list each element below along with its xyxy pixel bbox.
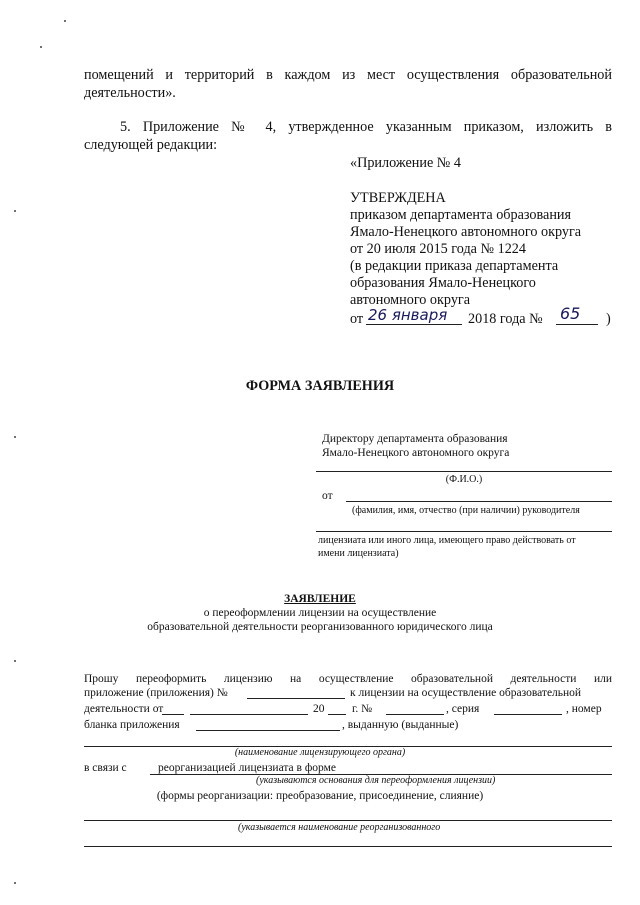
statement-subtitle-1: о переоформлении лицензии на осуществление [203, 607, 437, 619]
scan-speck [14, 882, 16, 884]
reorg-name-line [84, 820, 612, 821]
number-underline [556, 324, 598, 325]
body-line-2b: к лицензии на осуществление образовательной [350, 687, 582, 699]
scan-speck [14, 436, 16, 438]
statement-subtitle-2: образовательной деятельности реорганизованного юридического лица [147, 621, 493, 633]
fio-caption: (Ф.И.О.) [445, 474, 483, 485]
addressee-line-2: Ямало-Ненецкого автономного округа [322, 447, 510, 459]
date-day-line [162, 714, 184, 715]
reorg-forms: (формы реорганизации: преобразование, присоединение, слияние) [156, 790, 484, 802]
scan-speck [14, 210, 16, 212]
top-line-1: помещений и территорий в каждом из мест осуществления образовательной [84, 67, 612, 83]
licensee-line [316, 531, 612, 532]
approval-line-5: образования Ямало-Ненецкого [350, 275, 536, 291]
blank-number-line [196, 730, 340, 731]
body-line-3d: , серия [446, 703, 480, 715]
from-line [346, 501, 612, 502]
from-caption-2: лицензиата или иного лица, имеющего право действовать от [318, 535, 576, 546]
date-month-line [190, 714, 308, 715]
approval-line-3: от 20 июля 2015 года № 1224 [350, 241, 526, 257]
approval-line-6: автономного округа [350, 292, 471, 308]
handwritten-number: 65 [560, 304, 581, 323]
approval-closing: ) [606, 311, 611, 327]
license-number-line [386, 714, 444, 715]
due-to-value: реорганизацией лицензиата в форме [158, 762, 336, 774]
approval-date-prefix: от [350, 311, 364, 327]
fio-line [316, 471, 612, 472]
handwritten-date: 26 января [368, 306, 448, 324]
appendix-number-line [247, 698, 345, 699]
series-line [494, 714, 562, 715]
body-line-3c: г. № [352, 703, 373, 715]
body-line-1: Прошу переоформить лицензию на осуществление образовательной деятельности или [84, 673, 612, 685]
form-title: ФОРМА ЗАЯВЛЕНИЯ [245, 378, 395, 394]
approval-year: 2018 года № [468, 311, 543, 327]
from-caption-1: (фамилия, имя, отчество (при наличии) руководителя [352, 505, 580, 516]
from-label: от [322, 490, 333, 502]
due-to-label: в связи с [84, 762, 127, 774]
scan-speck [14, 660, 16, 662]
caption-organ: (наименование лицензирующего органа) [234, 747, 406, 758]
approved-label: УТВЕРЖДЕНА [350, 190, 446, 206]
body-line-3b: 20 [313, 703, 325, 715]
body-line-3e: , номер [566, 703, 602, 715]
item5-line-2: следующей редакции: [84, 137, 218, 153]
approval-line-1: приказом департамента образования [350, 207, 572, 223]
date-underline [366, 324, 462, 325]
caption-grounds: (указываются основания для переоформления лицензии) [256, 775, 496, 786]
approval-line-2: Ямало-Ненецкого автономного округа [350, 224, 582, 240]
addressee-line-1: Директору департамента образования [322, 433, 508, 445]
date-year-line [328, 714, 346, 715]
item5-line-1: 5. Приложение № 4, утвержденное указанным приказом, изложить в [120, 119, 612, 135]
caption-name: (указывается наименование реорганизованного [238, 822, 441, 833]
top-line-2: деятельности». [84, 85, 176, 101]
bottom-line [84, 846, 612, 847]
approval-line-4: (в редакции приказа департамента [350, 258, 559, 274]
body-line-2a: приложение (приложения) № [84, 687, 228, 699]
body-line-4b: , выданную (выданные) [342, 719, 459, 731]
scan-speck [40, 46, 42, 48]
appendix-label: «Приложение № 4 [350, 155, 461, 171]
scan-speck [64, 20, 66, 22]
from-caption-3: имени лицензиата) [318, 548, 399, 559]
statement-title: ЗАЯВЛЕНИЕ [284, 593, 356, 605]
body-line-4a: бланка приложения [84, 719, 180, 731]
body-line-3a: деятельности от [84, 703, 164, 715]
